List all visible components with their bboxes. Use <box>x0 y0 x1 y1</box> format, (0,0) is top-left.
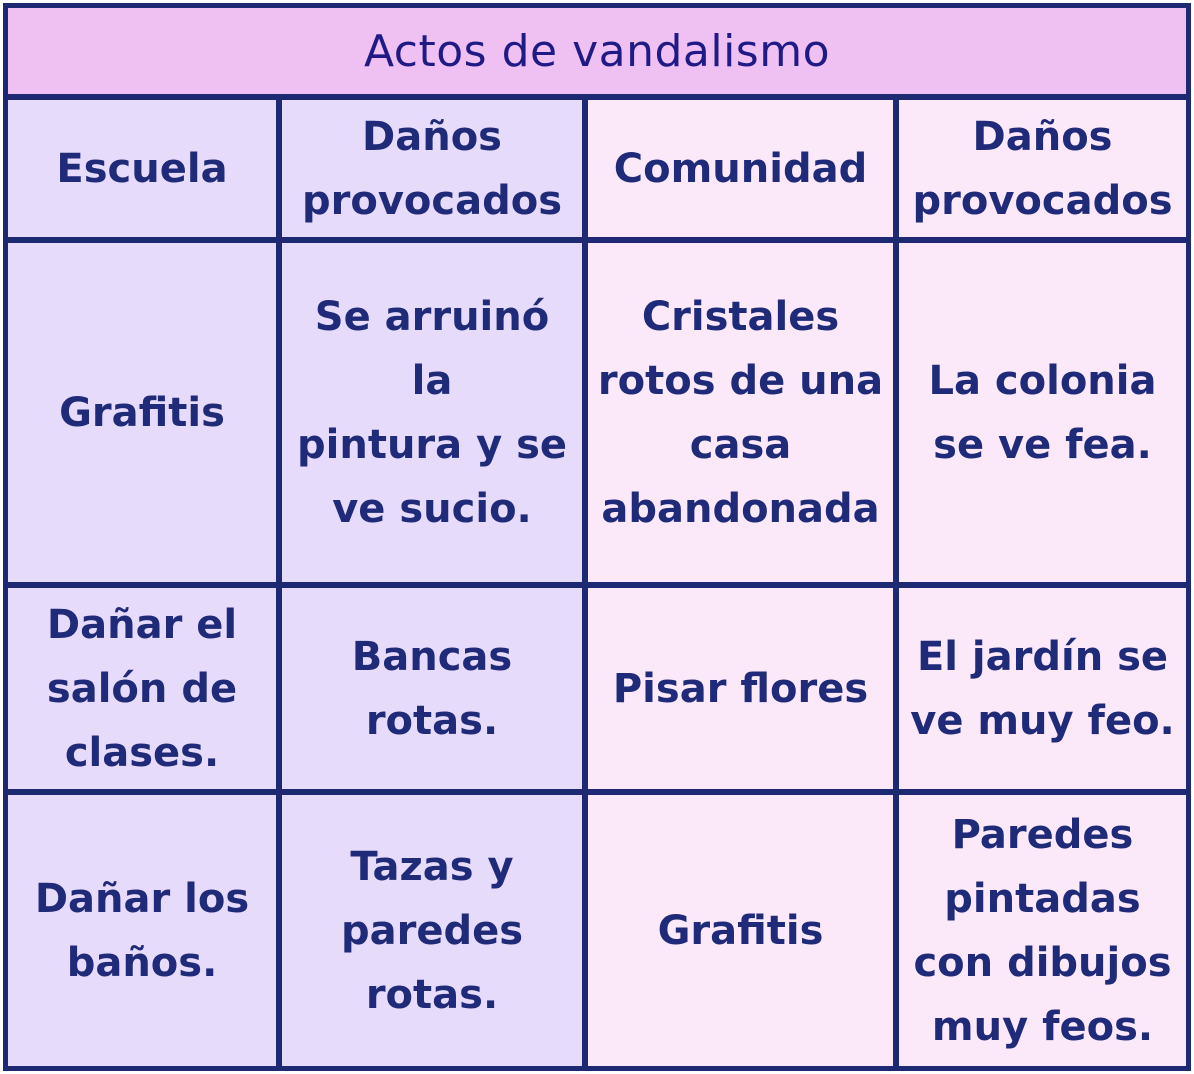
table-cell: Grafitis <box>588 795 893 1066</box>
header-danos-comunidad: Daños provocados <box>899 100 1186 237</box>
header-comunidad: Comunidad <box>588 100 893 237</box>
table-cell: Dañar los baños. <box>8 795 276 1066</box>
table-cell: Dañar el salón de clases. <box>8 588 276 789</box>
header-danos-escuela: Daños provocados <box>282 100 582 237</box>
table-cell: Tazas y paredes rotas. <box>282 795 582 1066</box>
table-cell: Cristales rotos de una casa abandonada <box>588 243 893 582</box>
table-cell: Grafitis <box>8 243 276 582</box>
table-cell: Paredes pintadas con dibujos muy feos. <box>899 795 1186 1066</box>
table-cell: El jardín se ve muy feo. <box>899 588 1186 789</box>
table-cell: Se arruinó la pintura y se ve sucio. <box>282 243 582 582</box>
vandalism-table <box>3 3 1191 1071</box>
table-title: Actos de vandalismo <box>8 8 1186 94</box>
table-cell: Pisar flores <box>588 588 893 789</box>
header-escuela: Escuela <box>8 100 276 237</box>
table-cell: La colonia se ve fea. <box>899 243 1186 582</box>
table-cell: Bancas rotas. <box>282 588 582 789</box>
